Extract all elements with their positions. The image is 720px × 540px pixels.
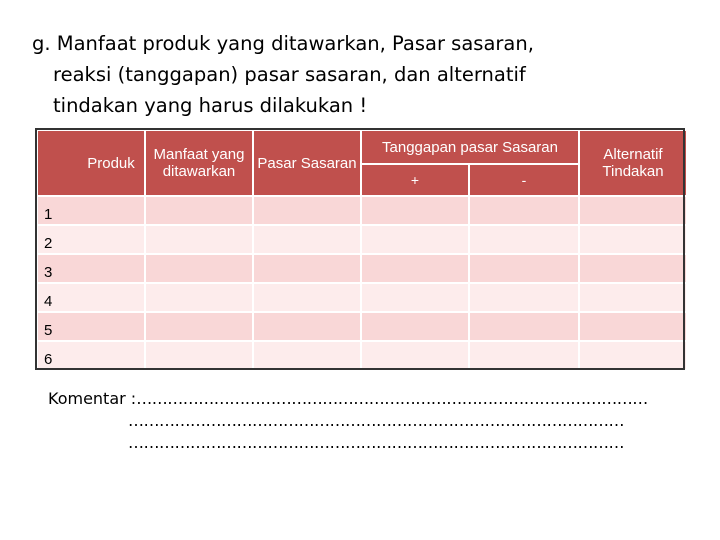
header-manfaat: Manfaat yang ditawarkan [145, 130, 253, 196]
row-number: 4 [37, 283, 145, 312]
header-produk: Produk [37, 130, 145, 196]
heading-line-1: g. Manfaat produk yang ditawarkan, Pasar sasaran, [32, 32, 534, 55]
table-row [37, 341, 687, 370]
cell-alternatif[interactable] [579, 225, 687, 254]
cell-alternatif[interactable] [579, 196, 687, 225]
cell-alternatif[interactable] [579, 341, 687, 370]
cell-minus[interactable] [469, 312, 579, 341]
cell-manfaat[interactable] [145, 254, 253, 283]
comment-block [48, 388, 648, 454]
analysis-table [36, 129, 688, 371]
cell-plus[interactable] [361, 225, 469, 254]
table-row [37, 254, 687, 283]
cell-plus[interactable] [361, 283, 469, 312]
table-row [37, 312, 687, 341]
header-tanggapan: Tanggapan pasar Sasaran [361, 130, 579, 164]
heading-line-3: tindakan yang harus dilakukan ! [53, 94, 368, 117]
cell-manfaat[interactable] [145, 341, 253, 370]
cell-pasar[interactable] [253, 341, 361, 370]
cell-minus[interactable] [469, 196, 579, 225]
cell-plus[interactable] [361, 341, 469, 370]
cell-manfaat[interactable] [145, 283, 253, 312]
cell-pasar[interactable] [253, 225, 361, 254]
cell-minus[interactable] [469, 225, 579, 254]
cell-pasar[interactable] [253, 283, 361, 312]
row-number: 5 [37, 312, 145, 341]
cell-pasar[interactable] [253, 196, 361, 225]
task-heading [32, 28, 672, 121]
cell-alternatif[interactable] [579, 254, 687, 283]
cell-manfaat[interactable] [145, 196, 253, 225]
header-pasar-sasaran: Pasar Sasaran [253, 130, 361, 196]
header-tanggapan-plus: + [361, 164, 469, 196]
cell-pasar[interactable] [253, 312, 361, 341]
cell-plus[interactable] [361, 254, 469, 283]
row-number: 2 [37, 225, 145, 254]
cell-minus[interactable] [469, 283, 579, 312]
cell-manfaat[interactable] [145, 225, 253, 254]
row-number: 6 [37, 341, 145, 370]
cell-pasar[interactable] [253, 254, 361, 283]
comment-label: Komentar : [48, 389, 137, 408]
cell-plus[interactable] [361, 196, 469, 225]
cell-plus[interactable] [361, 312, 469, 341]
cell-minus[interactable] [469, 254, 579, 283]
heading-line-2: reaksi (tanggapan) pasar sasaran, dan alternatif [53, 63, 526, 86]
cell-manfaat[interactable] [145, 312, 253, 341]
cell-minus[interactable] [469, 341, 579, 370]
row-number: 1 [37, 196, 145, 225]
cell-alternatif[interactable] [579, 283, 687, 312]
comment-line-1: ……………………………………………………………………………………… [136, 389, 648, 408]
comment-line-2: …………………………………………………………………………………… [128, 411, 624, 430]
table-row [37, 196, 687, 225]
table-row [37, 225, 687, 254]
table-row [37, 283, 687, 312]
row-number: 3 [37, 254, 145, 283]
header-alternatif: Alternatif Tindakan [579, 130, 687, 196]
cell-alternatif[interactable] [579, 312, 687, 341]
comment-line-3: …………………………………………………………………………………… [128, 433, 624, 452]
header-tanggapan-minus: - [469, 164, 579, 196]
